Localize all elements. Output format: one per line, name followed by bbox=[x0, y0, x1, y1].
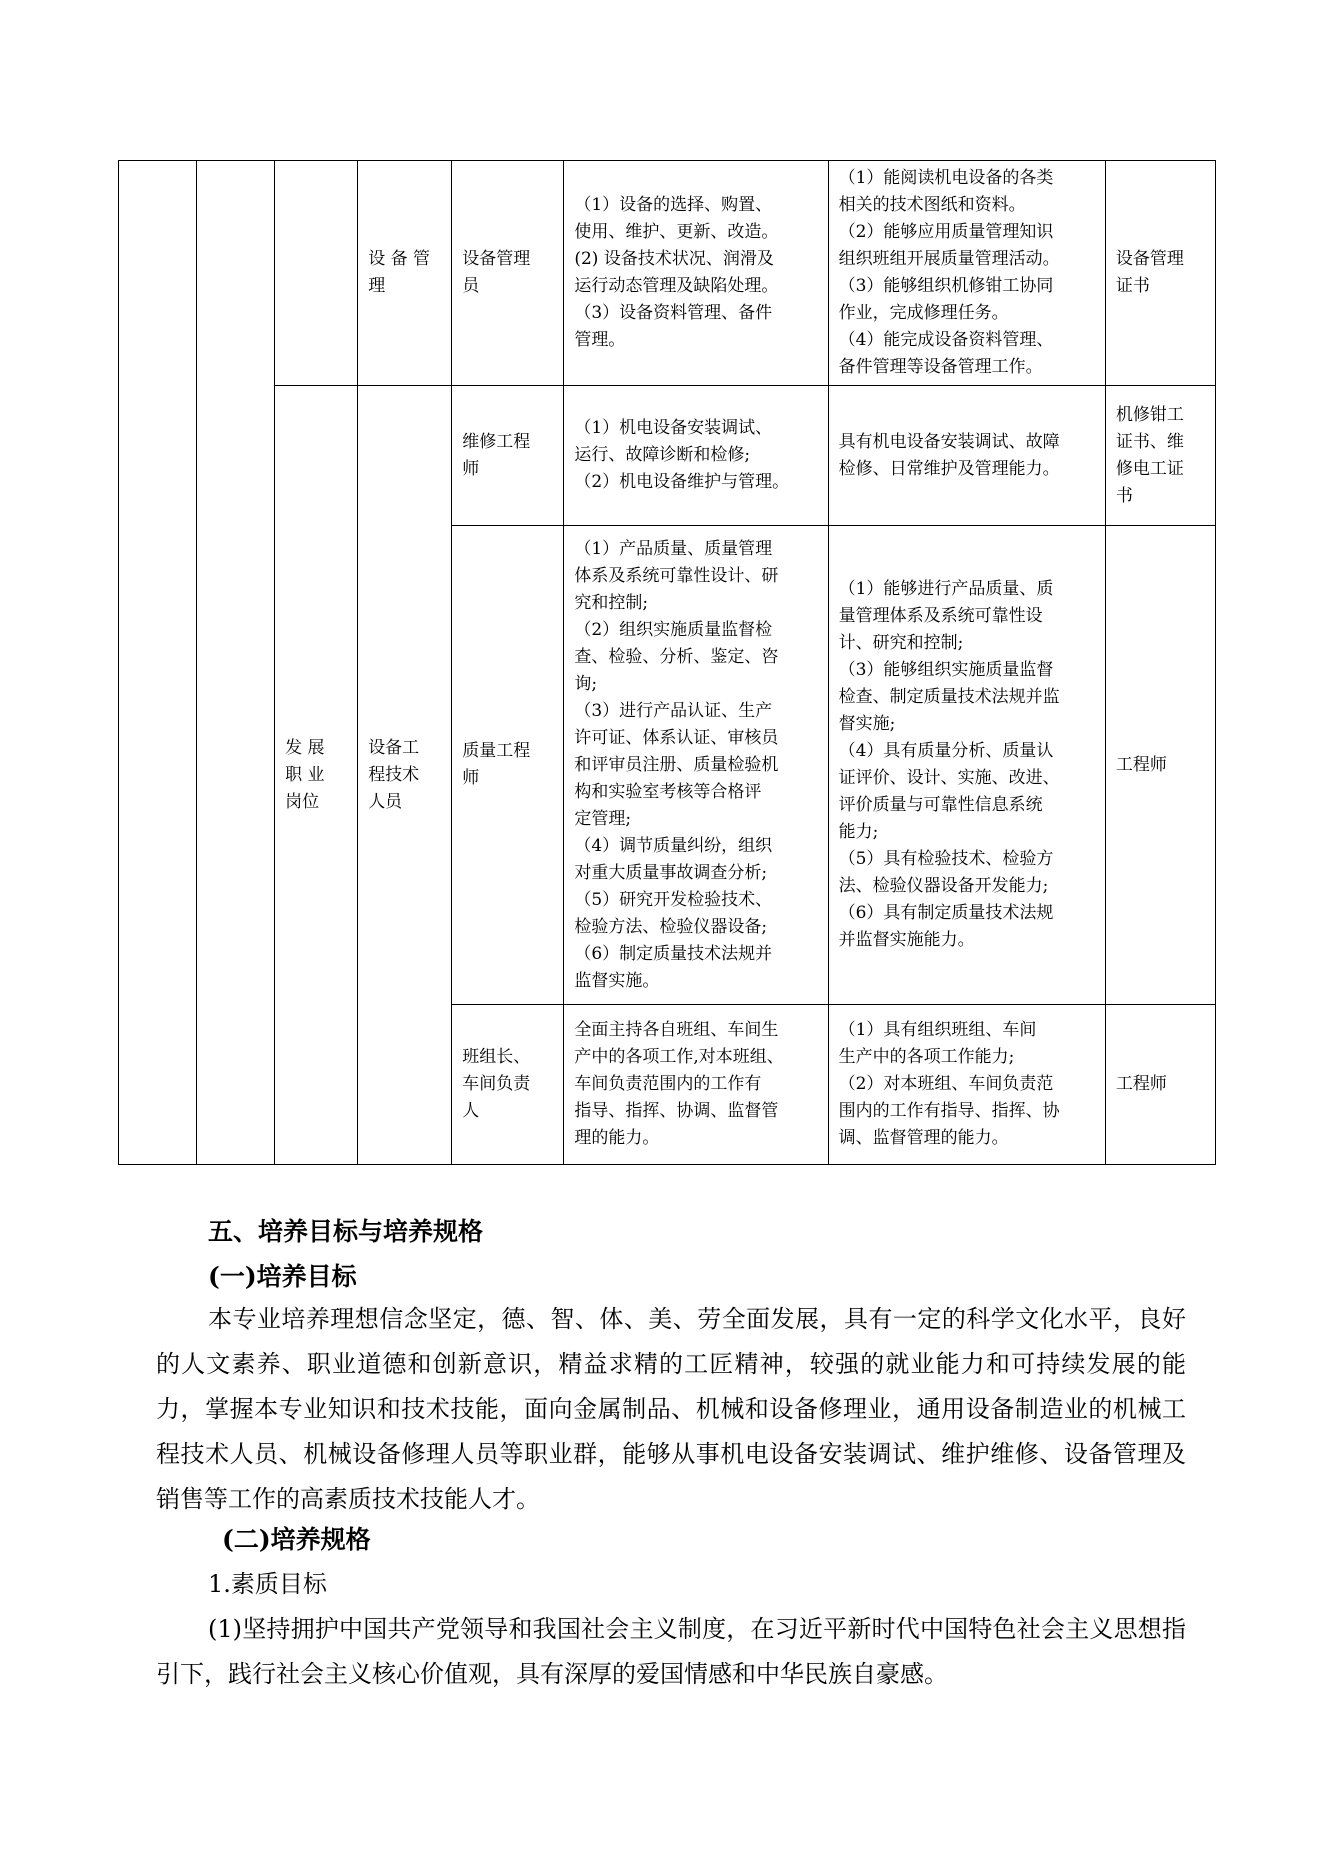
abilities-cell bbox=[828, 386, 1105, 526]
job-table bbox=[118, 160, 1216, 1165]
text-line: （2）能够应用质量管理知识 bbox=[838, 222, 1054, 242]
text-line: （6）具有制定质量技术法规 bbox=[838, 903, 1054, 923]
subsection-title: (一)培养目标 bbox=[208, 1262, 357, 1291]
text-line: （6）制定质量技术法规并 bbox=[574, 943, 773, 964]
abilities-cell bbox=[828, 526, 1105, 1005]
text-line: 证评价、设计、实施、改进、 bbox=[838, 768, 1060, 788]
text-line: 作业，完成修理任务。 bbox=[838, 303, 1009, 323]
text-line: 能力; bbox=[838, 822, 879, 842]
text-line: 评价质量与可靠性信息系统 bbox=[838, 795, 1043, 815]
text-line: 运行、故障诊断和检修; bbox=[574, 445, 751, 465]
text-line: 体系及系统可靠性设计、研 bbox=[574, 565, 779, 586]
text-line: （3）进行产品认证、生产 bbox=[574, 700, 773, 721]
text-line: 检验方法、检验仪器设备; bbox=[574, 916, 768, 937]
text-line: （2）组织实施质量监督检 bbox=[574, 619, 773, 640]
job-cell: 班组长、 车间负责 人 bbox=[452, 1005, 564, 1165]
text-line: 产中的各项工作,对本班组、 bbox=[574, 1047, 784, 1067]
empty-cell bbox=[197, 161, 275, 1165]
cert-cell: 工程师 bbox=[1105, 1005, 1215, 1165]
text-line: （4）具有质量分析、质量认 bbox=[838, 741, 1054, 761]
text-line: 检修、日常维护及管理能力。 bbox=[838, 458, 1060, 479]
text-line: 监督实施。 bbox=[574, 970, 660, 991]
section-title: 五、培养目标与培养规格 bbox=[208, 1217, 484, 1246]
text-line: 定管理; bbox=[574, 808, 632, 829]
job-cell: 质量工程 师 bbox=[452, 526, 564, 1005]
text-line: （1）能阅读机电设备的各类 bbox=[838, 168, 1054, 188]
text-line: 相关的技术图纸和资料。 bbox=[838, 195, 1026, 215]
text-line: 和评审员注册、质量检验机 bbox=[574, 754, 779, 775]
text-line: （3）能够组织实施质量监督 bbox=[838, 660, 1054, 680]
text-line: 车间负责范围内的工作有 bbox=[574, 1074, 762, 1094]
text-line: （1）机电设备安装调试、 bbox=[574, 418, 773, 438]
cert-cell: 工程师 bbox=[1105, 526, 1215, 1005]
text-line: 使用、维护、更新、改造。 bbox=[574, 222, 779, 242]
table-row bbox=[119, 386, 1216, 526]
text-line: 检查、制定质量技术法规并监 bbox=[838, 687, 1060, 707]
text-line: （5）研究开发检验技术、 bbox=[574, 889, 773, 910]
text-line: 许可证、体系认证、审核员 bbox=[574, 727, 779, 748]
text-line: 生产中的各项工作能力; bbox=[838, 1047, 1015, 1067]
text-line: 围内的工作有指导、指挥、协 bbox=[838, 1101, 1060, 1121]
cert-cell: 设备管理 证书 bbox=[1105, 161, 1215, 386]
subsection-title: (二)培养规格 bbox=[222, 1525, 371, 1554]
empty-cell bbox=[275, 161, 358, 386]
text-line: （2）机电设备维护与管理。 bbox=[574, 472, 790, 492]
tasks-cell bbox=[564, 161, 828, 386]
text-line: 并监督实施能力。 bbox=[838, 930, 975, 950]
text-line: 全面主持各自班组、车间生 bbox=[574, 1020, 779, 1040]
field-cell: 设备工 程技术 人员 bbox=[358, 386, 452, 1165]
paragraph: (1)坚持拥护中国共产党领导和我国社会主义制度，在习近平新时代中国特色社会主义思想指引下，践行社会主义核心价值观，具有深厚的爱国情感和中华民族自豪感。 bbox=[156, 1615, 1186, 1688]
paragraph: 本专业培养理想信念坚定，德、智、体、美、劳全面发展，具有一定的科学文化水平，良好的人文素养、职业道德和创新意识，精益求精的工匠精神，较强的就业能力和可持续发展的能力，掌握本专业知识和技术技能，面向金属制品、机械和设备修理业，通用设备制造业的机械工程技术人员、机械设备修理人员等职业群，能够从事机电设备安装调试、维护维修、设备管理及销售等工作的高素质技术技能人才。 bbox=[156, 1305, 1186, 1513]
text-line: （1）能够进行产品质量、质 bbox=[838, 579, 1054, 599]
text-line: （4）调节质量纠纷，组织 bbox=[574, 835, 773, 856]
text-line: 对重大质量事故调查分析; bbox=[574, 862, 768, 883]
text-line: 具有机电设备安装调试、故障 bbox=[838, 431, 1060, 452]
item-title: 1.素质目标 bbox=[208, 1570, 327, 1598]
empty-cell bbox=[119, 161, 197, 1165]
field-cell: 设 备 管 理 bbox=[358, 161, 452, 386]
text-line: （4）能完成设备资料管理、 bbox=[838, 330, 1054, 350]
text-line: 督实施; bbox=[838, 714, 896, 734]
text-line: 构和实验室考核等合格评 bbox=[574, 781, 762, 802]
text-line: （2）对本班组、车间负责范 bbox=[838, 1074, 1054, 1094]
text-line: （3）设备资料管理、备件 bbox=[574, 303, 773, 323]
text-line: 究和控制; bbox=[574, 592, 649, 613]
text-line: 组织班组开展质量管理活动。 bbox=[838, 249, 1060, 269]
cert-cell: 机修钳工 证书、维 修电工证 书 bbox=[1105, 386, 1215, 526]
text-line: 运行动态管理及缺陷处理。 bbox=[574, 276, 779, 296]
text-line: 调、监督管理的能力。 bbox=[838, 1128, 1009, 1148]
text-line: （1）设备的选择、购置、 bbox=[574, 195, 773, 215]
category-cell: 发 展 职 业 岗位 bbox=[275, 386, 358, 1165]
text-line: (2) 设备技术状况、润滑及 bbox=[574, 249, 774, 269]
text-line: 查、检验、分析、鉴定、咨 bbox=[574, 646, 779, 667]
text-line: 法、检验仪器设备开发能力; bbox=[838, 876, 1049, 896]
text-line: （1）产品质量、质量管理 bbox=[574, 538, 773, 559]
text-line: （1）具有组织班组、车间 bbox=[838, 1020, 1037, 1040]
job-cell: 设备管理 员 bbox=[452, 161, 564, 386]
text-line: 备件管理等设备管理工作。 bbox=[838, 357, 1043, 377]
abilities-cell bbox=[828, 1005, 1105, 1165]
text-line: （3）能够组织机修钳工协同 bbox=[838, 276, 1054, 296]
tasks-cell bbox=[564, 526, 828, 1005]
table-row bbox=[119, 161, 1216, 386]
abilities-cell bbox=[828, 161, 1105, 386]
text-line: 管理。 bbox=[574, 330, 626, 350]
text-line: 询; bbox=[574, 673, 598, 694]
text-line: 指导、指挥、协调、监督管 bbox=[574, 1101, 779, 1121]
text-line: 计、研究和控制; bbox=[838, 633, 964, 653]
text-line: 理的能力。 bbox=[574, 1128, 660, 1148]
text-line: 量管理体系及系统可靠性设 bbox=[838, 606, 1043, 626]
tasks-cell bbox=[564, 386, 828, 526]
text-line: （5）具有检验技术、检验方 bbox=[838, 849, 1054, 869]
tasks-cell bbox=[564, 1005, 828, 1165]
job-cell: 维修工程 师 bbox=[452, 386, 564, 526]
